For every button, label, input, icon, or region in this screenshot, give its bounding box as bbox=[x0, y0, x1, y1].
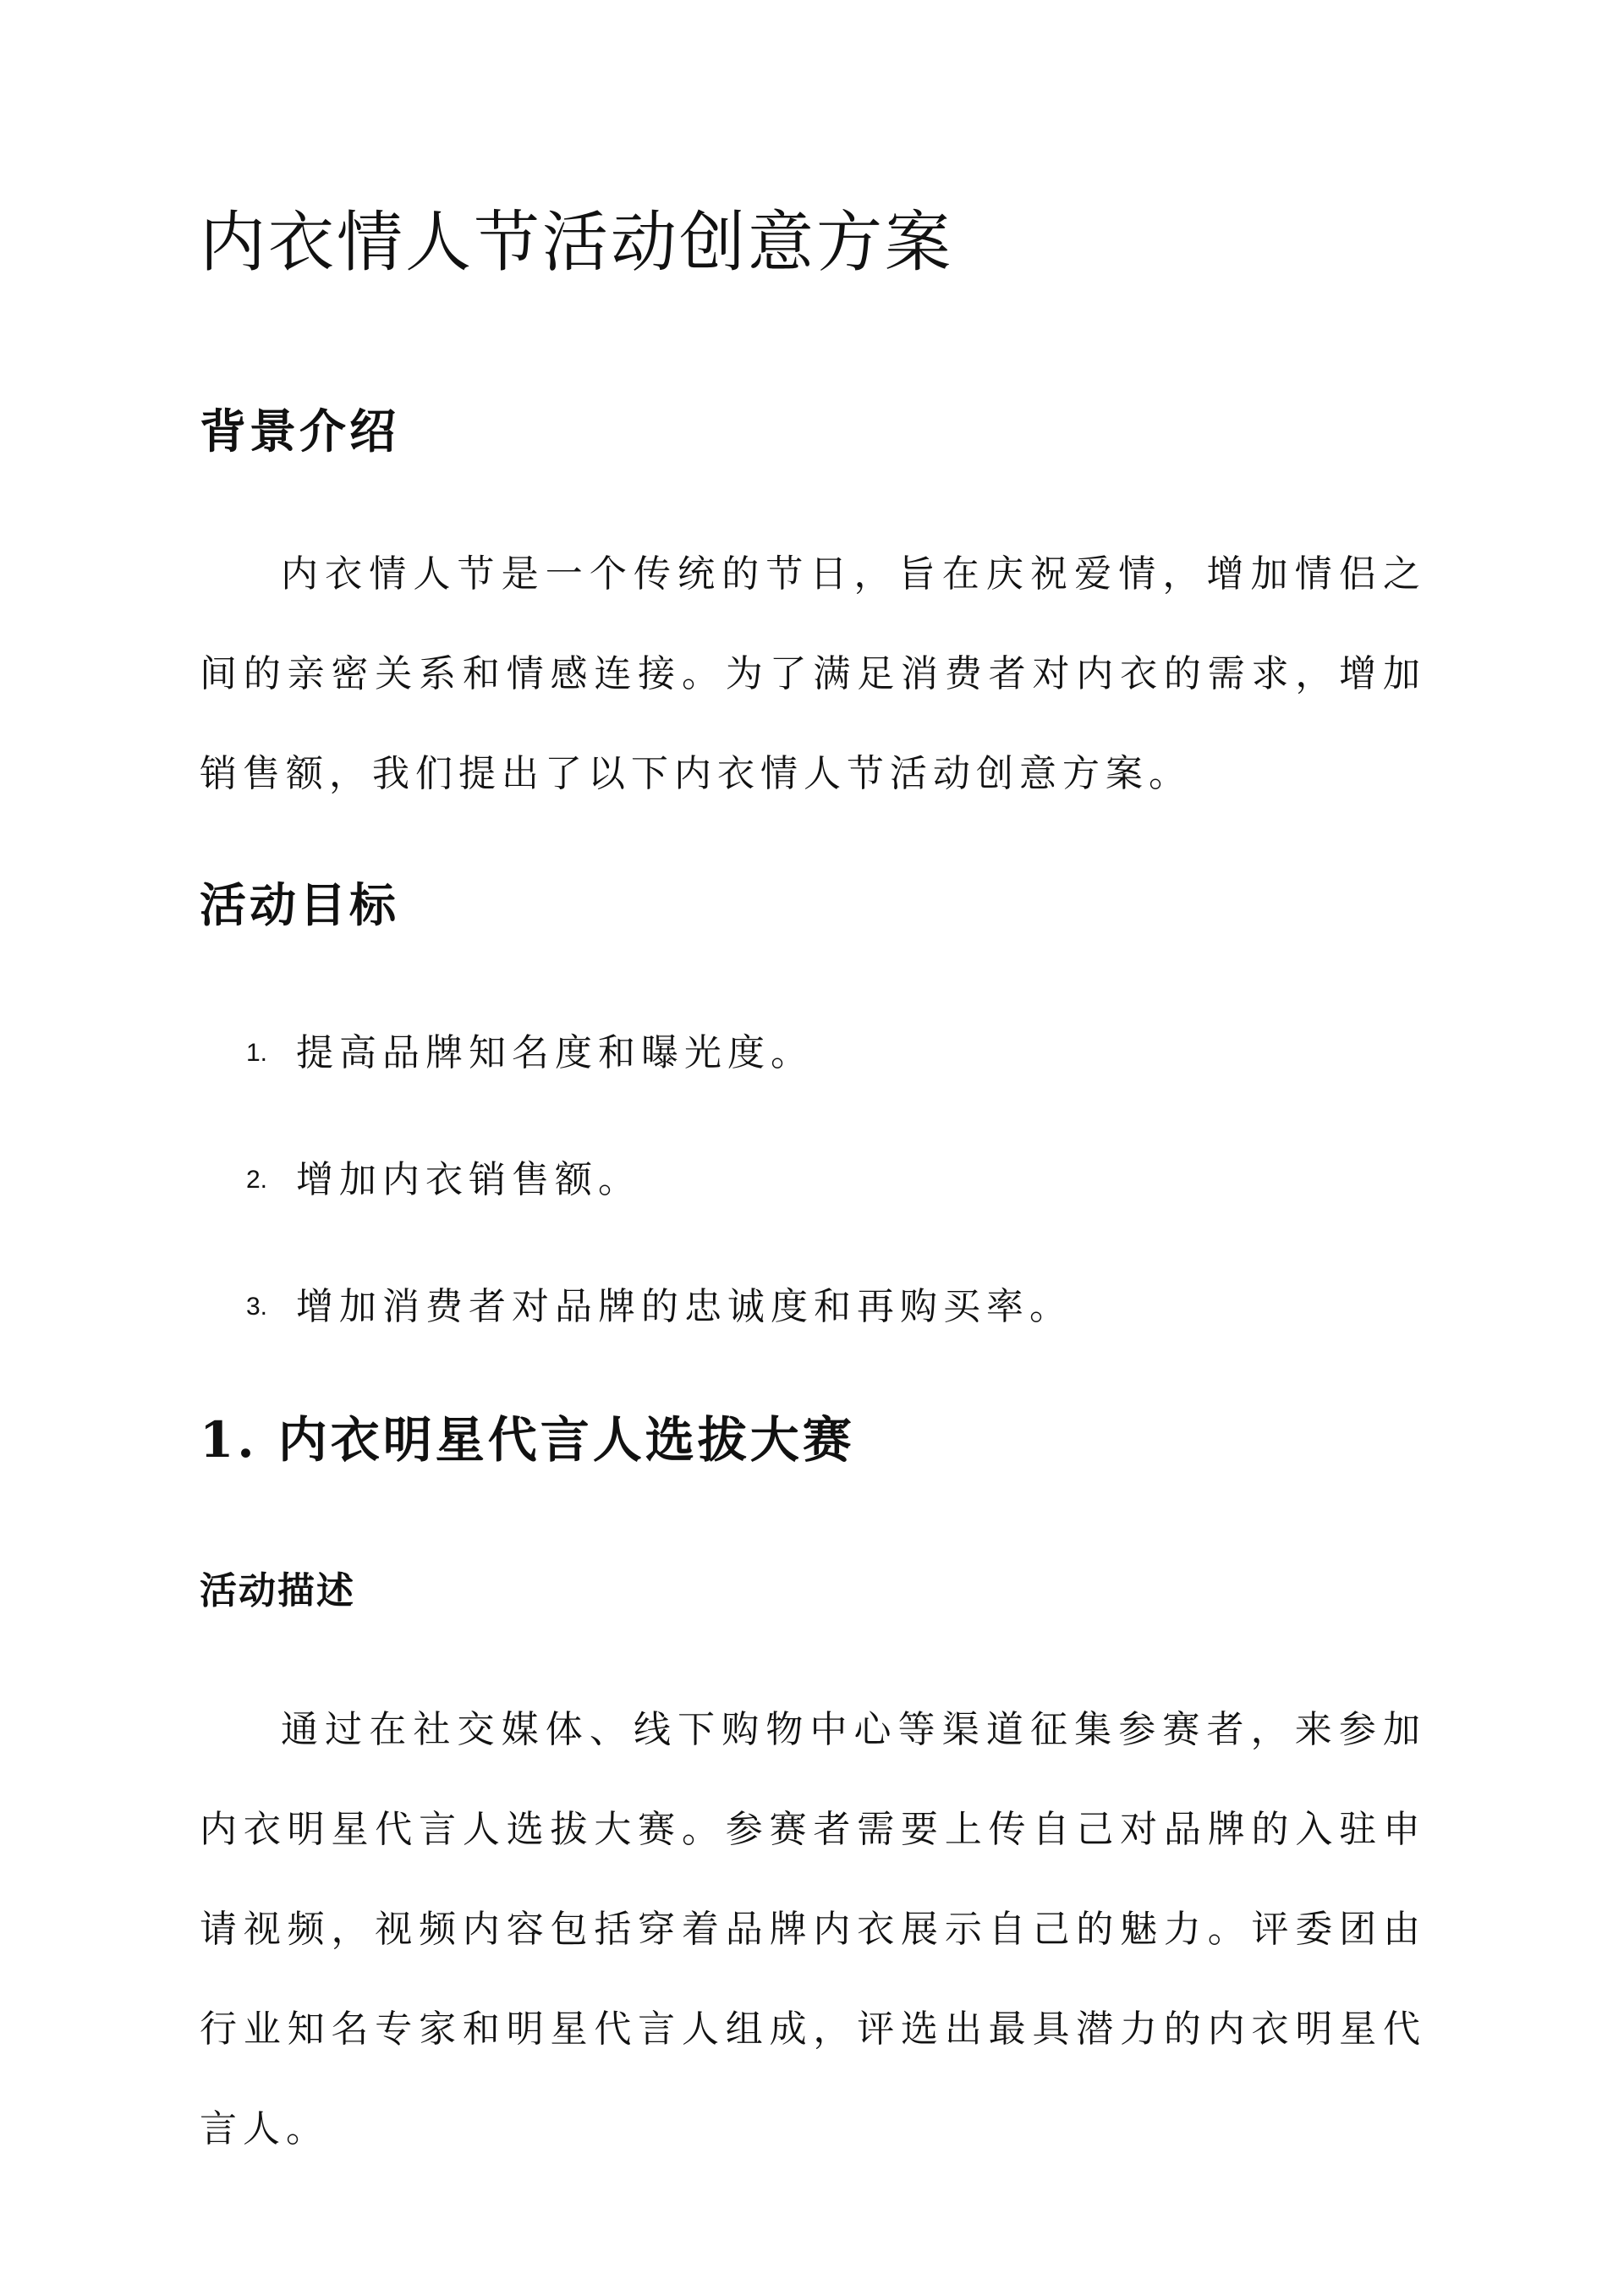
document-title: 内衣情人节活动创意方案 bbox=[200, 205, 954, 281]
goals-heading: 活动目标 bbox=[200, 877, 400, 932]
goal-text: 提高品牌知名度和曝光度。 bbox=[296, 1031, 814, 1074]
background-paragraph: 内衣情人节是一个传统的节日，旨在庆祝爱情，增加情侣之间的亲密关系和情感连接。为了满足消费者对内衣的需求，增加销售额，我们提出了以下内衣情人节活动创意方案。 bbox=[200, 552, 1426, 795]
background-heading: 背景介绍 bbox=[200, 404, 400, 459]
goal-text: 增加消费者对品牌的忠诚度和再购买率。 bbox=[296, 1285, 1073, 1328]
list-number: 2. bbox=[246, 1166, 268, 1194]
section1-subheading: 活动描述 bbox=[200, 1569, 355, 1612]
goal-text: 增加内衣销售额。 bbox=[296, 1158, 641, 1201]
section1-heading: 1. 内衣明星代言人选拔大赛 bbox=[200, 1411, 855, 1469]
section1-paragraph: 通过在社交媒体、线下购物中心等渠道征集参赛者，来参加内衣明星代言人选拔大赛。参赛者需要上传自己对品牌的入驻申请视频，视频内容包括穿着品牌内衣展示自己的魅力。评委团由行业知名专家和明星代言人组成，评选出最具潜力的内衣明星代言人。 bbox=[200, 1708, 1426, 2150]
list-number: 1. bbox=[246, 1039, 268, 1067]
list-number: 3. bbox=[246, 1293, 268, 1321]
